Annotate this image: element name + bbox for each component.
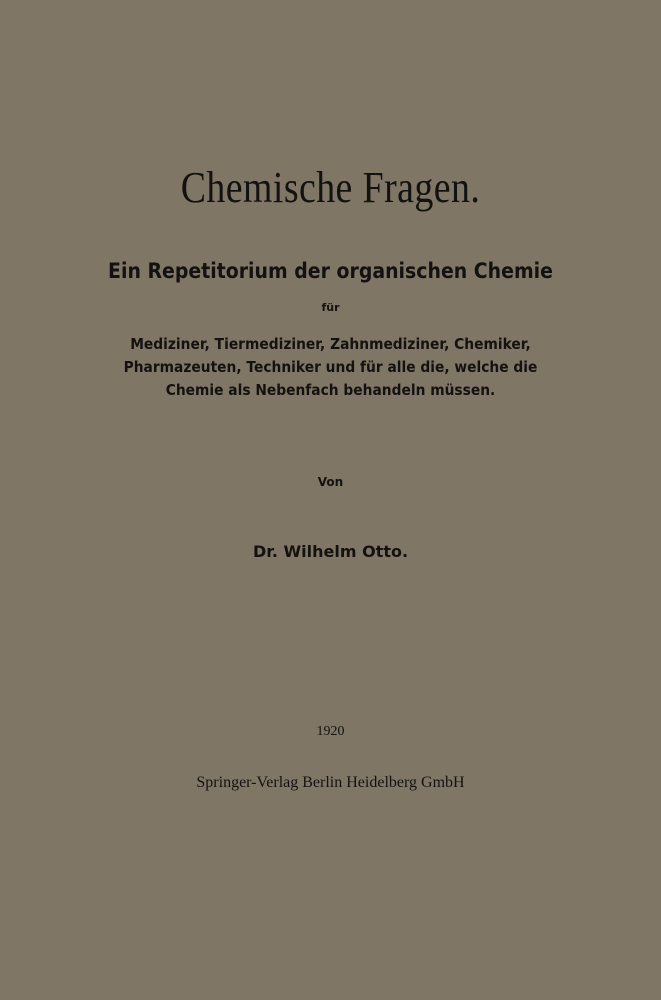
book-title: Chemische Fragen.	[180, 163, 481, 212]
for-label: für	[321, 301, 340, 314]
author-name: Dr. Wilhelm Otto.	[252, 542, 409, 561]
audience-line-1: Mediziner, Tiermediziner, Zahnmediziner, Chemiker,	[130, 335, 531, 353]
audience-line-2: Pharmazeuten, Techniker und für alle die, welche die	[123, 358, 538, 376]
publisher-name: Springer-Verlag Berlin Heidelberg GmbH	[196, 774, 465, 791]
audience-line-3: Chemie als Nebenfach behandeln müssen.	[165, 381, 496, 399]
publication-year: 1920	[316, 724, 345, 739]
book-subtitle: Ein Repetitorium der organischen Chemie	[108, 259, 553, 283]
by-label: Von	[317, 475, 344, 489]
audience-block	[26, 333, 634, 402]
